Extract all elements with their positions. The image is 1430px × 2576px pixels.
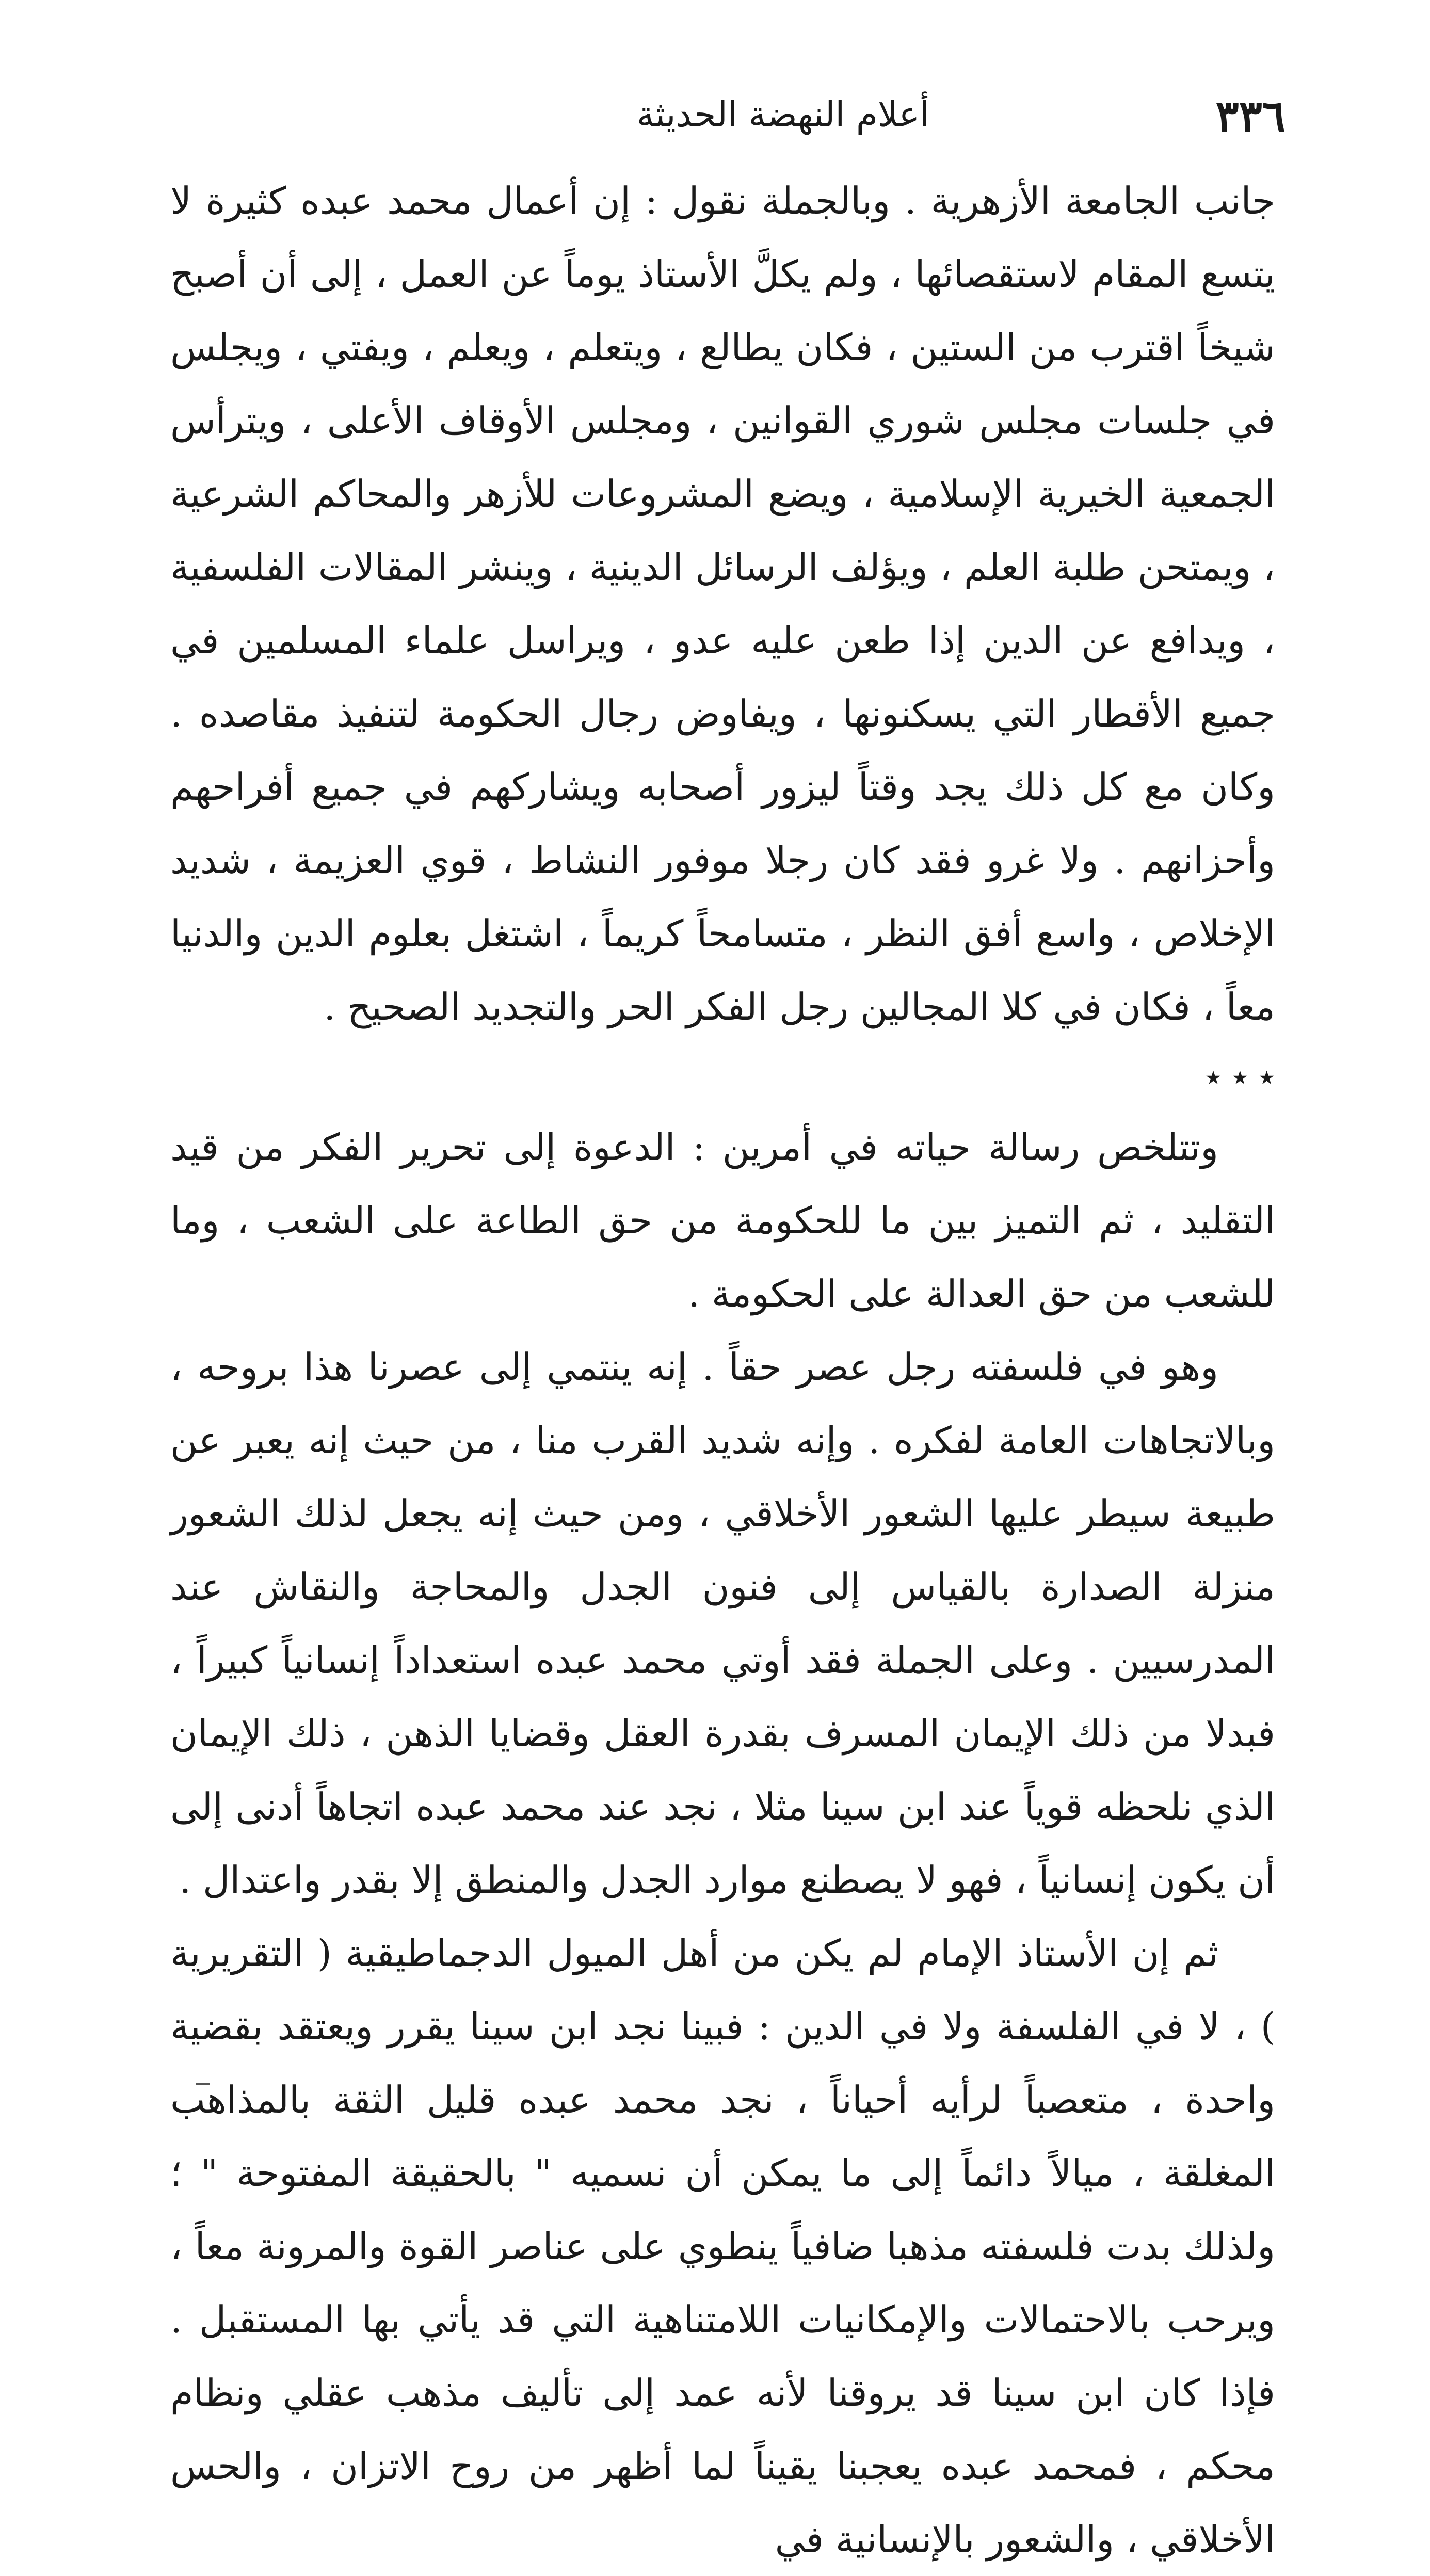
paragraph: وهو في فلسفته رجل عصر حقاً . إنه ينتمي إلى عصرنا هذا بروحه ، وبالاتجاهات العامة لفكره . وإنه شديد القرب منا ، من حيث إنه يعبر عن طبيعة سيطر عليها الشعور الأخلاقي ، ومن حيث إنه يجعل لذلك الشعور منزلة الصدارة بالقياس إلى فنون الجدل والمحاجة والنقاش عند المدرسيين . وعلى الجملة فقد أوتي محمد عبده استعداداً إنسانياً كبيراً ، فبدلا من ذلك الإيمان المسرف بقدرة العقل وقضايا الذهن ، ذلك الإيمان الذي نلحظه قوياً عند ابن سينا مثلا ، نجد عند محمد عبده اتجاهاً أدنى إلى أن يكون إنسانياً ، فهو لا يصطنع موارد الجدل والمنطق إلا بقدر واعتدال . — [170, 1345, 1275, 1902]
paragraph: وتتلخص رسالة حياته في أمرين : الدعوة إلى تحرير الفكر من قيد التقليد ، ثم التميز بين ما للحكومة من حق الطاعة على الشعب ، وما للشعب من حق العدالة على الحكومة . — [170, 1125, 1275, 1315]
paragraph: جانب الجامعة الأزهرية . وبالجملة نقول : إن أعمال محمد عبده كثيرة لا يتسع المقام لاستقصائها ، ولم يكلَّ الأستاذ يوماً عن العمل ، إلى أن أصبح شيخاً اقترب من الستين ، فكان يطالع ، ويتعلم ، ويعلم ، ويفتي ، ويجلس في جلسات مجلس شوري القوانين ، ومجلس الأوقاف الأعلى ، ويترأس الجمعية الخيرية الإسلامية ، ويضع المشروعات للأزهر والمحاكم الشرعية ، ويمتحن طلبة العلم ، ويؤلف الرسائل الدينية ، وينشر المقالات الفلسفية ، ويدافع عن الدين إذا طعن عليه عدو ، ويراسل علماء المسلمين في جميع الأقطار التي يسكنونها ، ويفاوض رجال الحكومة لتنفيذ مقاصده . وكان مع كل ذلك يجد وقتاً ليزور أصحابه ويشاركهم في جميع أفراحهم وأحزانهم . ولا غرو فقد كان رجلا موفور النشاط ، قوي العزيمة ، شديد الإخلاص ، واسع أفق النظر ، متسامحاً كريماً ، اشتغل بعلوم الدين والدنيا معاً ، فكان في كلا المجالين رجل الفكر الحر والتجديد الصحيح . — [170, 179, 1276, 1028]
section-divider-stars: ٭ ٭ ٭ — [1204, 1059, 1275, 1095]
page-number: ٣٣٦ — [1215, 90, 1286, 141]
print-mark — [196, 2083, 210, 2090]
paragraph: ثم إن الأستاذ الإمام لم يكن من أهل الميول الدجماطيقية ( التقريرية ) ، لا في الفلسفة ولا في الدين : فبينا نجد ابن سينا يقرر ويعتقد بقضية واحدة ، متعصباً لرأيه أحياناً ، نجد محمد عبده قليل الثقة بالمذاهب المغلقة ، ميالاً دائماً إلى ما يمكن أن نسميه " بالحقيقة المفتوحة " ؛ ولذلك بدت فلسفته مذهبا ضافياً ينطوي على عناصر القوة والمرونة معاً ، ويرحب بالاحتمالات والإمكانيات اللامتناهية التي قد يأتي بها المستقبل . فإذا كان ابن سينا قد يروقنا لأنه عمد إلى تأليف مذهب عقلي ونظام محكم ، فمحمد عبده يعجبنا يقيناً لما أظهر من روح الاتزان ، والحس الأخلاقي ، والشعور بالإنسانية في — [170, 1931, 1275, 2561]
body-text — [170, 164, 1275, 2576]
running-header — [129, 90, 1301, 147]
book-title: أعلام النهضة الحديثة — [636, 94, 929, 135]
